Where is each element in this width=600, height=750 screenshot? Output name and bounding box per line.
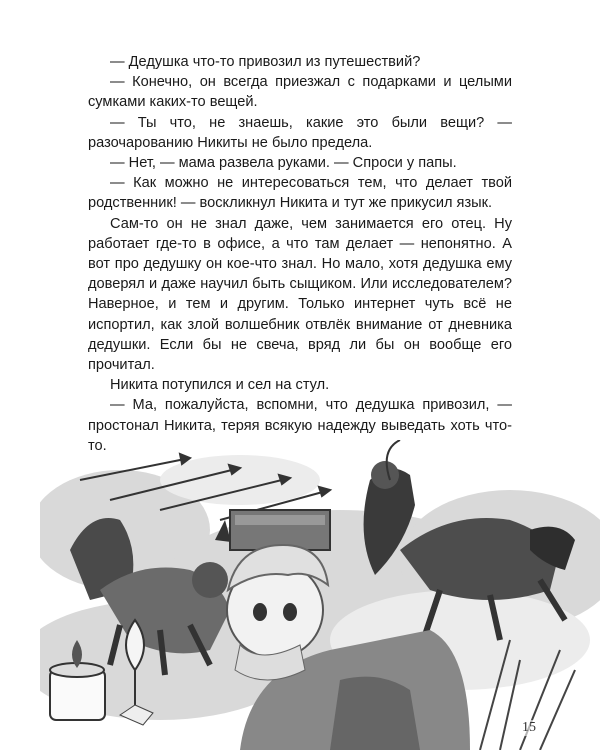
paragraph: Никита потупился и сел на стул. <box>110 377 330 394</box>
paragraph: Сам-то он не знал даже, чем занимается его отец. Ну работает где-то в офисе, а что там делает — непонятно. А вот про дедушку он кое-что знал. Но мало, хотя дедушка ему доверял и даже научил быть сыщиком. Или исследователем? Наверное, и тем и другим. Только интернет чуть всё не испортил, как злой волшебник отвлёк внимание от дневника дедушки. Если бы не свеча, вряд ли бы он вообще его прочитал. <box>88 215 512 374</box>
page-text <box>88 52 512 456</box>
paragraph: — Ма, пожалуйста, вспомни, что дедушка привозил, — простонал Никита, теряя всякую надежду выведать хоть что-то. <box>88 397 512 454</box>
page-number: 15 <box>522 720 536 735</box>
paragraph: — Нет, — мама развела руками. — Спроси у папы. <box>110 155 457 172</box>
paragraph: — Дедушка что-то привозил из путешествий? <box>110 54 421 70</box>
illustration-icon <box>40 440 600 750</box>
paragraph: — Ты что, не знаешь, какие это были вещи? — разочарованию Никиты не было предела. <box>88 114 512 151</box>
paragraph: — Конечно, он всегда приезжал с подарками и целыми сумками каких-то вещей. <box>88 74 512 111</box>
paragraph: — Как можно не интересоваться тем, что делает твой родственник! — воскликнул Никита и тут же прикусил язык. <box>88 175 512 212</box>
